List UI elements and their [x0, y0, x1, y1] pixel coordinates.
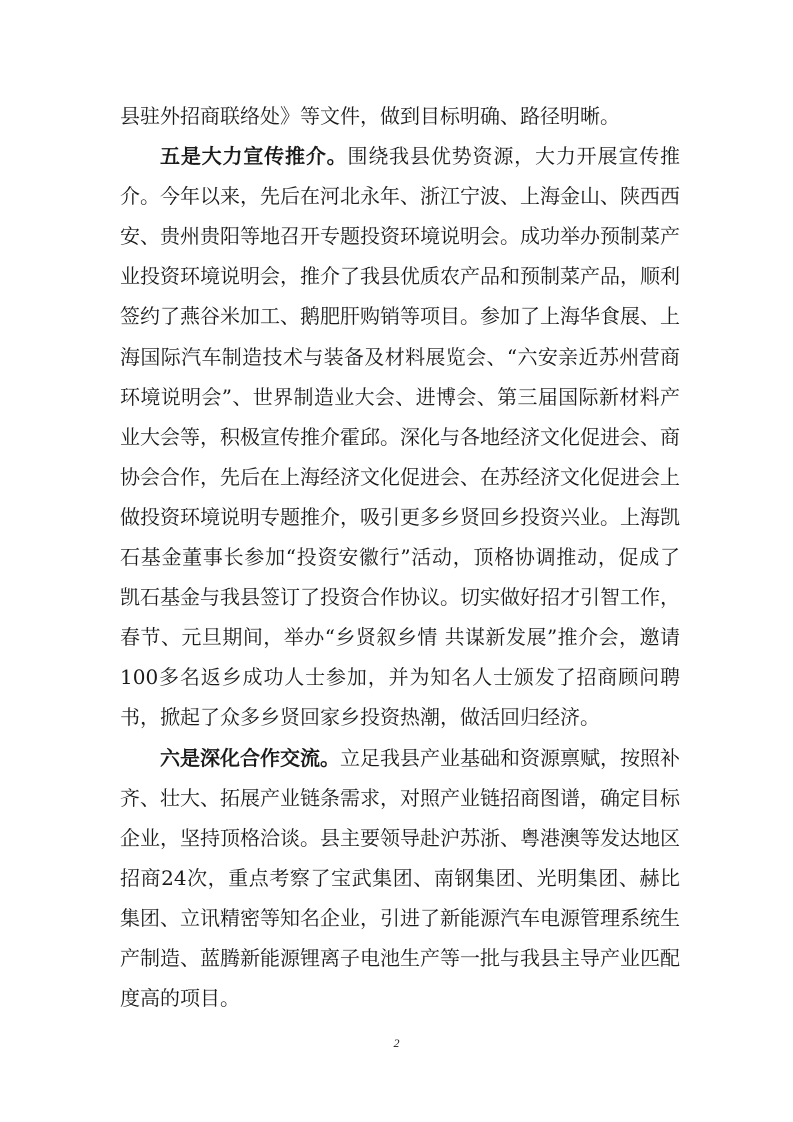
body-text: [120, 96, 680, 1018]
page-number: 2: [393, 1036, 400, 1050]
paragraph-text: 立足我县产业基础和资源禀赋，按照补齐、壮大、拓展产业链条需求，对照产业链招商图谱，确定目标企业，坚持顶格洽谈。县主要领导赴沪苏浙、粤港澳等发达地区招商24次，重点考察了宝武集团、南钢集团、光明集团、赫比集团、立讯精密等知名企业，引进了新能源汽车电源管理系统生产制造、蓝腾新能源锂离子电池生产等一批与我县主导产业匹配度高的项目。: [120, 745, 680, 1011]
paragraph-text: 围绕我县优势资源，大力开展宣传推介。今年以来，先后在河北永年、浙江宁波、上海金山、陕西西安、贵州贵阳等地召开专题投资环境说明会。成功举办预制菜产业投资环境说明会，推介了我县优质农产品和预制菜产品，顺利签约了燕谷米加工、鹅肥肝购销等项目。参加了上海华食展、上海国际汽车制造技术与装备及材料展览会、“六安亲近苏州营商环境说明会”、世界制造业大会、进博会、第三届国际新材料产业大会等，积极宣传推介霍邱。深化与各地经济文化促进会、商协会合作，先后在上海经济文化促进会、在苏经济文化促进会上做投资环境说明专题推介，吸引更多乡贤回乡投资兴业。上海凯石基金董事长参加“投资安徽行”活动，顶格协调推动，促成了凯石基金与我县签订了投资合作协议。切实做好招才引智工作，春节、元旦期间，举办“乡贤叙乡情 共谋新发展”推介会，邀请100多名返乡成功人士参加，并为知名人士颁发了招商顾问聘书，掀起了众多乡贤回家乡投资热潮，做活回归经济。: [120, 144, 680, 730]
paragraph-publicity: [120, 136, 680, 737]
paragraph-text: 县驻外招商联络处》等文件，做到目标明确、路径明晰。: [120, 104, 620, 128]
paragraph-lead: 六是深化合作交流。: [160, 745, 340, 770]
paragraph-cooperation: [120, 738, 680, 1019]
paragraph-lead: 五是大力宣传推介。: [160, 144, 348, 169]
paragraph-continuation: [120, 96, 680, 136]
